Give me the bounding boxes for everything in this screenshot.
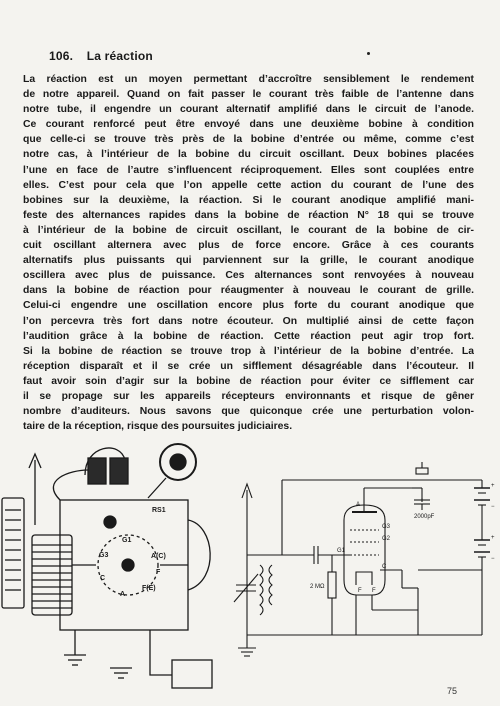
body-line: l’on percevra très fort dans notre écouteur. On multiplié ainsi de cette façon <box>23 315 474 327</box>
earphone <box>416 468 428 474</box>
battery-sign: − <box>491 556 495 562</box>
battery-cell <box>110 458 128 484</box>
wiring-diagram <box>0 440 232 690</box>
section-title: La réaction <box>86 49 153 63</box>
terminal-label: C <box>100 575 106 582</box>
body-line: Celui-ci engendre une oscillation encore plus forte du courant anodique que <box>23 300 474 312</box>
reaction-coil <box>269 565 272 605</box>
battery-cell <box>88 458 106 484</box>
tube-pin-label: A <box>356 502 361 508</box>
body-line: oscillera avec plus de puissance. Ces alternances sont renvoyées à nouveau <box>23 270 474 282</box>
body-line: l’audition grâce à la bobine de réaction. Cette réaction peut agir trop fort. <box>23 330 474 342</box>
tube-pin-label: F <box>372 588 376 594</box>
body-line: notre tube, il engendre un courant alternatif amplifié dans le circuit de l’anode. <box>23 104 474 116</box>
body-line: elles. C’est pour cela que l’on appelle cette action du courant de l’une des <box>23 179 474 191</box>
resistor-label: 2 MΩ <box>310 584 325 590</box>
body-line: cuit oscillant alternera avec plus de force encore. Grâce à ces courants <box>23 240 474 252</box>
tube <box>344 505 385 595</box>
output-block <box>172 660 212 688</box>
terminal-label: G1 <box>122 537 132 544</box>
body-line: La réaction est un moyen permettant d’accroître sensiblement le rendement <box>23 74 474 85</box>
knob <box>104 516 116 528</box>
body-line: il se propage sur les appareils récepteurs environnants et risque de gêner <box>23 390 474 402</box>
grid-resistor <box>328 572 336 598</box>
body-line: alternatifs plus puissants qui parviennent sur la grille, le courant anodique <box>23 255 474 267</box>
body-line: bobines sur la deuxième, la réaction. Si le courant anodique amplifié mani- <box>23 194 474 206</box>
terminal-label: A(C) <box>151 553 166 560</box>
body-line: faut avoir soin d’agir sur la bobine de réaction pour éviter ce sifflement car <box>23 375 474 387</box>
coil-former <box>32 535 72 615</box>
body-line: feste des alternances rapides dans la bobine de réaction N° 18 qui se trouve <box>23 209 474 221</box>
body-line: à l’intérieur de la bobine de circuit oscillant, le courant de la bobine de cir- <box>23 224 474 236</box>
page-number: 75 <box>447 686 458 696</box>
section-number: 106. <box>49 49 74 63</box>
tube-pin-label: C <box>382 564 387 570</box>
capacitor-label: 2000pF <box>414 514 435 520</box>
terminal-label: F(E) <box>142 585 156 592</box>
body-line: dans la bobine de réaction pour réaugmenter à nouveau le courant de grille. <box>23 285 474 297</box>
tube-pin-label: G1 <box>337 548 346 554</box>
body-line: l’une en face de l’autre s’influencent réciproquement. Elles sont couplées entre <box>23 164 474 176</box>
terminal-label: G3 <box>99 552 109 559</box>
body-line: notre cas, à l’intérieur de la bobine du circuit oscillant. Deux bobines placées <box>23 149 474 161</box>
tube-pin-label: G2 <box>382 536 391 542</box>
battery-sign: + <box>491 483 495 489</box>
tube-pin-label: G3 <box>382 524 391 530</box>
body-line: nombre d’auditeurs. Nous savons que quiconque crée une perturbation volon- <box>23 406 474 418</box>
terminal-label: A <box>120 591 126 598</box>
tube-pin-label: F <box>358 588 362 594</box>
battery-sign: + <box>491 535 495 541</box>
terminal-label: F <box>156 569 161 576</box>
battery-sign: − <box>491 504 495 510</box>
body-paragraph <box>23 72 474 434</box>
section-heading <box>49 49 153 63</box>
circuit-schematic <box>232 460 497 670</box>
body-line: réception disparaît et il se crée un sifflement désagréable dans l’écouteur. Il <box>23 360 474 372</box>
board-label: RS1 <box>152 507 166 514</box>
body-line: que celle-ci se trouve très près de la bobine d’entrée ou même, comme c’est <box>23 134 474 146</box>
tuning-capacitor <box>2 498 24 608</box>
body-line: Ce courant renforcé peut être envoyé dans une deuxième bobine à condition <box>23 119 474 131</box>
body-line: Si la bobine de réaction se trouve trop à l’intérieur de la bobine d’entrée. La <box>23 345 474 357</box>
tuning-coil <box>260 565 263 615</box>
body-line: taire de la réception, risque des poursuites judiciaires. <box>23 421 293 433</box>
print-speck <box>367 52 370 55</box>
body-line: de notre appareil. Quand on fait passer le courant très faible de l’antenne dans <box>23 89 474 101</box>
